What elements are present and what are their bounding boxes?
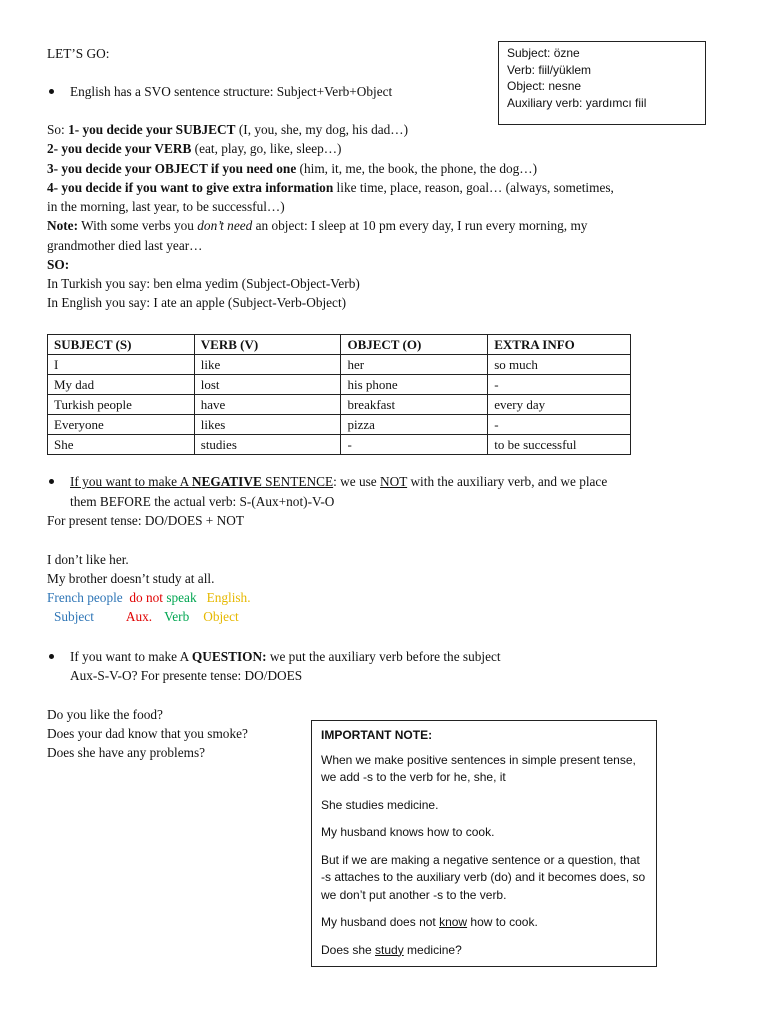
svo-bullet-text: English has a SVO sentence structure: Subject+Verb+Object [70, 84, 393, 99]
bullet-dot [49, 654, 54, 659]
p5-text-a: My husband does not [321, 915, 440, 929]
negative-bullet-text [70, 472, 607, 491]
step-2 [47, 139, 341, 158]
negative-present-tense: For present tense: DO/DOES + NOT [47, 513, 244, 528]
table-cell: pizza [341, 415, 488, 435]
p5-text-b: how to cook. [467, 915, 538, 929]
header-verb: VERB (V) [194, 335, 341, 355]
label-aux: Aux. [125, 609, 153, 624]
step-1-rest: (I, you, she, my dog, his dad…) [235, 122, 409, 137]
question-line-2: Aux-S-V-O? For presente tense: DO/DOES [70, 668, 303, 683]
note-label: Note: [47, 218, 79, 233]
negative-underlined-b: SENTENCE [261, 474, 334, 489]
table-cell: to be successful [488, 435, 631, 455]
table-row [48, 435, 631, 455]
table-cell: - [488, 415, 631, 435]
important-note-box [311, 720, 657, 967]
colored-example [47, 588, 251, 607]
step-2-rest: (eat, play, go, like, sleep…) [191, 141, 342, 156]
label-subject: Subject [54, 609, 94, 624]
important-note-p4: But if we are making a negative sentence or a question, that -s attaches to the auxiliary verb (do) and it becomes does, so we don’t put another -s to the verb. [321, 852, 646, 902]
colored-subject: French people [47, 590, 123, 605]
step-3 [47, 159, 537, 178]
table-header-row [48, 335, 631, 355]
note-continued: grandmother died last year… [47, 238, 203, 253]
table-cell: like [194, 355, 341, 375]
p6-text-a: Does she [321, 942, 376, 957]
table-cell: breakfast [341, 395, 488, 415]
table-cell: I [48, 355, 195, 375]
important-note-p3: My husband knows how to cook. [321, 825, 495, 839]
question-rest: we put the auxiliary verb before the subject [266, 649, 501, 664]
header-subject: SUBJECT (S) [48, 335, 195, 355]
header-object: OBJECT (O) [341, 335, 488, 355]
svo-table [47, 334, 631, 455]
note-italic: don’t need [197, 218, 253, 233]
header-extra-info: EXTRA INFO [488, 335, 631, 355]
english-example: In English you say: I ate an apple (Subject-Verb-Object) [47, 295, 347, 310]
note-line [47, 216, 587, 235]
step-3-bold: 3- you decide your OBJECT if you need one [47, 161, 297, 176]
negative-example-2: My brother doesn’t study at all. [47, 571, 215, 586]
question-example-3: Does she have any problems? [47, 745, 206, 760]
step-4-rest: like time, place, reason, goal… (always, sometimes, [333, 180, 614, 195]
turkish-example: In Turkish you say: ben elma yedim (Subject-Object-Verb) [47, 276, 360, 291]
important-note-p6 [321, 942, 647, 960]
table-cell: her [341, 355, 488, 375]
negative-not: NOT [380, 474, 408, 489]
question-example-2: Does your dad know that you smoke? [47, 726, 248, 741]
table-cell: Turkish people [48, 395, 195, 415]
step-4-bold: 4- you decide if you want to give extra information [47, 180, 334, 195]
p5-underlined: know [439, 915, 468, 929]
negative-rest-b: with the auxiliary verb, and we place [407, 474, 608, 489]
question-example-1: Do you like the food? [47, 707, 163, 722]
table-cell: every day [488, 395, 631, 415]
step-4-continued: in the morning, last year, to be successful…) [47, 199, 285, 214]
vocab-object: Object: nesne [507, 79, 582, 93]
table-cell: studies [194, 435, 341, 455]
negative-rest-a: : we use [333, 474, 381, 489]
table-cell: so much [488, 355, 631, 375]
important-note-p2: She studies medicine. [321, 797, 439, 812]
vocab-subject: Subject: özne [507, 46, 580, 60]
negative-bold: NEGATIVE [191, 474, 262, 489]
p6-underlined: study [375, 942, 404, 957]
table-cell: My dad [48, 375, 195, 395]
vocab-auxiliary: Auxiliary verb: yardımcı fiil [507, 95, 647, 110]
question-bold: QUESTION: [191, 649, 267, 664]
table-cell: - [341, 435, 488, 455]
note-text-a: With some verbs you [78, 218, 198, 233]
important-note-p1: When we make positive sentences in simple present tense, we add -s to the verb for he, she, it [321, 752, 636, 784]
heading: LET’S GO: [47, 46, 110, 61]
bullet-dot [49, 479, 54, 484]
vocabulary-box [498, 41, 706, 125]
table-cell: his phone [341, 375, 488, 395]
label-verb: Verb [164, 609, 190, 624]
step-4 [47, 178, 614, 197]
table-cell: likes [194, 415, 341, 435]
table-row [48, 395, 631, 415]
negative-underlined-a: If you want to make A [70, 474, 192, 489]
question-pre: If you want to make A [70, 649, 192, 664]
colored-labels [54, 607, 239, 626]
colored-verb: speak [166, 590, 197, 605]
p6-text-b: medicine? [403, 942, 462, 957]
table-cell: lost [194, 375, 341, 395]
bullet-dot [49, 89, 54, 94]
negative-example-1: I don’t like her. [47, 552, 129, 567]
step-3-rest: (him, it, me, the book, the phone, the dog…) [296, 161, 538, 176]
label-object: Object [203, 609, 239, 624]
colored-aux: do not [129, 590, 163, 605]
vocab-verb: Verb: fiil/yüklem [507, 62, 592, 77]
question-bullet-text [70, 647, 501, 666]
note-text-b: an object: I sleep at 10 pm every day, I run every morning, my [252, 218, 588, 233]
colored-object: English. [206, 590, 251, 605]
table-cell: Everyone [48, 415, 195, 435]
table-cell: have [194, 395, 341, 415]
step-1-bold: 1- you decide your SUBJECT [68, 122, 236, 137]
table-row [48, 375, 631, 395]
step-1 [47, 120, 408, 139]
table-row [48, 355, 631, 375]
table-cell: She [48, 435, 195, 455]
step-2-bold: 2- you decide your VERB [47, 141, 192, 156]
step-1-prefix: So: [47, 122, 69, 137]
table-cell: - [488, 375, 631, 395]
negative-line-2: them BEFORE the actual verb: S-(Aux+not)-V-O [70, 494, 335, 509]
table-row [48, 415, 631, 435]
important-note-title: IMPORTANT NOTE: [321, 728, 433, 742]
important-note-p5 [321, 914, 647, 932]
so-label: SO: [47, 257, 70, 272]
